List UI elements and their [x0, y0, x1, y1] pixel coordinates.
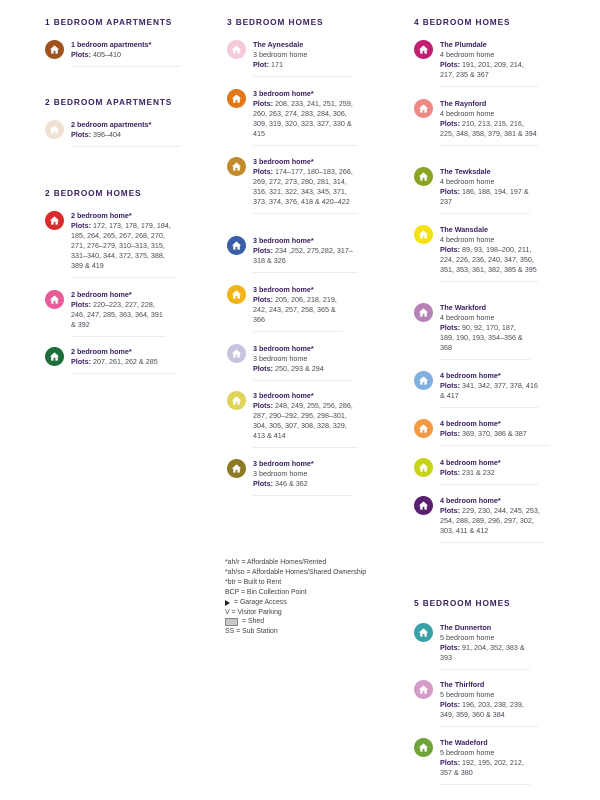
home-icon	[227, 89, 246, 108]
home-icon	[414, 419, 433, 438]
entry-plots: Plots: 91, 204, 352, 383 & 393	[440, 643, 525, 662]
entry-title: 2 bedroom home*	[71, 211, 132, 220]
home-icon	[414, 99, 433, 118]
entry-title: 3 bedroom home*	[253, 285, 314, 294]
entry-plots: Plots: 405–410	[71, 50, 121, 59]
home-icon	[227, 344, 246, 363]
entry-plots: Plots: 186, 188, 194, 197 & 237	[440, 187, 529, 206]
legend-item: BCP = Bin Collection Point	[225, 588, 307, 596]
entry-subtitle: 4 bedroom home	[440, 177, 495, 186]
legend-item: = Garage Access	[225, 598, 366, 608]
entry-plots: Plots: 210, 213, 215, 216, 225, 348, 358, 379, 381 & 394	[440, 119, 537, 138]
list-item	[227, 459, 353, 496]
heading-5-bedroom-homes: 5 BEDROOM HOMES	[414, 598, 511, 608]
entry-plots: Plots: 248, 249, 255, 256, 286, 287, 290–292, 295, 298–301, 304, 305, 307, 308, 328, 329, 413 & 414	[253, 401, 353, 440]
entry-title: 4 bedroom home*	[440, 458, 501, 467]
legend-item: V = Visitor Parking	[225, 608, 282, 616]
list-item	[227, 40, 353, 77]
entry-subtitle: 4 bedroom home	[440, 50, 495, 59]
legend-item: *ah/so = Affordable Homes/Shared Ownership	[225, 568, 367, 576]
entry-title: 3 bedroom home*	[253, 157, 314, 166]
entry-plots: Plots: 220–223, 227, 228, 246, 247, 285, 363, 364, 391 & 392	[71, 300, 163, 329]
entry-title: The Plumdale	[440, 40, 487, 49]
entry-title: 3 bedroom home*	[253, 236, 314, 245]
entry-title: 3 bedroom home*	[253, 344, 314, 353]
entry-title: 4 bedroom home*	[440, 371, 501, 380]
home-icon	[414, 680, 433, 699]
entry-title: 3 bedroom home*	[253, 391, 314, 400]
home-icon	[227, 236, 246, 255]
entry-plots: Plots: 346 & 362	[253, 479, 308, 488]
entry-title: 3 bedroom home*	[253, 89, 314, 98]
list-item	[414, 623, 530, 670]
entry-plots: Plots: 196, 203, 238, 239, 349, 359, 360 & 384	[440, 700, 524, 719]
entry-subtitle: 5 bedroom home	[440, 633, 495, 642]
home-icon	[227, 40, 246, 59]
entry-plots: Plots: 396–404	[71, 130, 121, 139]
list-item	[414, 40, 538, 87]
legend-item: SS = Sub Station	[225, 628, 278, 636]
entry-plots: Plots: 90, 92, 170, 187, 189, 190, 193, 354–356 & 368	[440, 323, 523, 352]
list-item	[414, 303, 530, 360]
list-item	[227, 285, 343, 332]
legend-item: *ah/r = Affordable Homes/Rented	[225, 559, 327, 566]
entry-subtitle: 3 bedroom home	[253, 50, 308, 59]
list-item	[414, 225, 538, 282]
list-item	[414, 371, 538, 408]
list-item	[45, 347, 176, 374]
home-icon	[45, 347, 64, 366]
entry-plots: Plot: 171	[253, 60, 283, 69]
garage-access-triangle-icon	[225, 600, 230, 606]
home-icon	[227, 285, 246, 304]
list-item	[45, 211, 176, 278]
entry-plots: Plots: 207, 261, 262 & 285	[71, 357, 158, 366]
home-icon	[227, 391, 246, 410]
list-item	[227, 236, 358, 273]
entry-plots: Plots: 89, 93, 198–200, 211, 224, 226, 236, 240, 347, 350, 351, 353, 361, 382, 385 & 395	[440, 245, 537, 274]
entry-subtitle: 3 bedroom home	[253, 354, 308, 363]
entry-plots: Plots: 174–177, 180–183, 266, 269, 272, 273, 280, 281, 314, 316, 321, 322, 343, 345, 371, 373, 374, 376, 418 & 420–422	[253, 167, 353, 206]
entry-plots: Plots: 229, 230, 244, 245, 253, 254, 288, 289, 296, 297, 302, 303, 411 & 412	[440, 506, 540, 535]
entry-plots: Plots: 231 & 232	[440, 468, 495, 477]
entry-plots: Plots: 172, 173, 178, 179, 184, 185, 264, 265, 267, 268, 270, 271, 276–279, 310–313, 315, 331–340, 344, 372, 375, 388, 389 & 419	[71, 221, 171, 270]
legend-item: *btr = Built to Rent	[225, 578, 282, 586]
entry-plots: Plots: 234 ,252, 275,282, 317–318 & 326	[253, 246, 353, 265]
legend	[225, 558, 366, 637]
entry-title: The Wadeford	[440, 738, 488, 747]
home-icon	[45, 211, 64, 230]
home-icon	[227, 157, 246, 176]
legend-item: = Shed	[225, 617, 366, 627]
shed-icon	[225, 618, 238, 626]
home-icon	[45, 40, 64, 59]
home-icon	[414, 225, 433, 244]
entry-plots: Plots: 191, 201, 209, 214, 217, 235 & 367	[440, 60, 524, 79]
entry-plots: Plots: 205, 206, 218, 219, 242, 243, 257, 258, 365 & 366	[253, 295, 337, 324]
entry-title: The Tewksdale	[440, 167, 491, 176]
home-icon	[414, 40, 433, 59]
heading-2-bedroom-apartments: 2 BEDROOM APARTMENTS	[45, 97, 173, 107]
list-item	[227, 391, 358, 448]
list-item	[45, 40, 181, 67]
list-item	[227, 344, 353, 381]
list-item	[414, 419, 550, 446]
entry-title: The Raynford	[440, 99, 487, 108]
entry-subtitle: 4 bedroom home	[440, 235, 495, 244]
entry-plots: Plots: 369, 370, 386 & 387	[440, 429, 527, 438]
home-icon	[414, 303, 433, 322]
list-item	[414, 680, 538, 727]
heading-3-bedroom-homes: 3 BEDROOM HOMES	[227, 17, 324, 27]
home-icon	[414, 738, 433, 757]
entry-subtitle: 3 bedroom home	[253, 469, 308, 478]
heading-2-bedroom-homes: 2 BEDROOM HOMES	[45, 188, 142, 198]
entry-title: 2 bedroom home*	[71, 347, 132, 356]
entry-title: The Dunnerton	[440, 623, 492, 632]
home-icon	[45, 290, 64, 309]
entry-title: The Wansdale	[440, 225, 489, 234]
heading-1-bedroom-apartments: 1 BEDROOM APARTMENTS	[45, 17, 173, 27]
home-icon	[414, 458, 433, 477]
entry-plots: Plots: 250, 293 & 294	[253, 364, 324, 373]
home-icon	[414, 371, 433, 390]
entry-subtitle: 5 bedroom home	[440, 690, 495, 699]
list-item	[414, 99, 538, 146]
entry-subtitle: 4 bedroom home	[440, 313, 495, 322]
list-item	[414, 738, 530, 785]
entry-title: 3 bedroom home*	[253, 459, 314, 468]
entry-subtitle: 4 bedroom home	[440, 109, 495, 118]
home-icon	[227, 459, 246, 478]
entry-subtitle: 5 bedroom home	[440, 748, 495, 757]
entry-title: The Thirlford	[440, 680, 485, 689]
entry-plots: Plots: 192, 195, 202, 212, 357 & 380	[440, 758, 524, 777]
home-icon	[414, 167, 433, 186]
entry-title: The Aynesdale	[253, 40, 304, 49]
entry-plots: Plots: 208, 233, 241, 251, 259, 260, 263, 274, 283, 284, 306, 309, 319, 320, 323, 327, 330 & 415	[253, 99, 353, 138]
list-item	[414, 496, 545, 543]
home-icon	[414, 623, 433, 642]
heading-4-bedroom-homes: 4 BEDROOM HOMES	[414, 17, 511, 27]
home-icon	[414, 496, 433, 515]
entry-title: 1 bedroom apartments*	[71, 40, 152, 49]
list-item	[414, 458, 538, 485]
entry-title: 2 bedroom apartments*	[71, 120, 152, 129]
entry-title: 4 bedroom home*	[440, 496, 501, 505]
list-item	[414, 167, 530, 214]
entry-title: 2 bedroom home*	[71, 290, 132, 299]
list-item	[45, 290, 166, 337]
home-icon	[45, 120, 64, 139]
list-item	[227, 157, 358, 214]
list-item	[227, 89, 358, 146]
entry-title: 4 bedroom home*	[440, 419, 501, 428]
entry-plots: Plots: 341, 342, 377, 378, 416 & 417	[440, 381, 538, 400]
list-item	[45, 120, 181, 147]
entry-title: The Warkford	[440, 303, 487, 312]
